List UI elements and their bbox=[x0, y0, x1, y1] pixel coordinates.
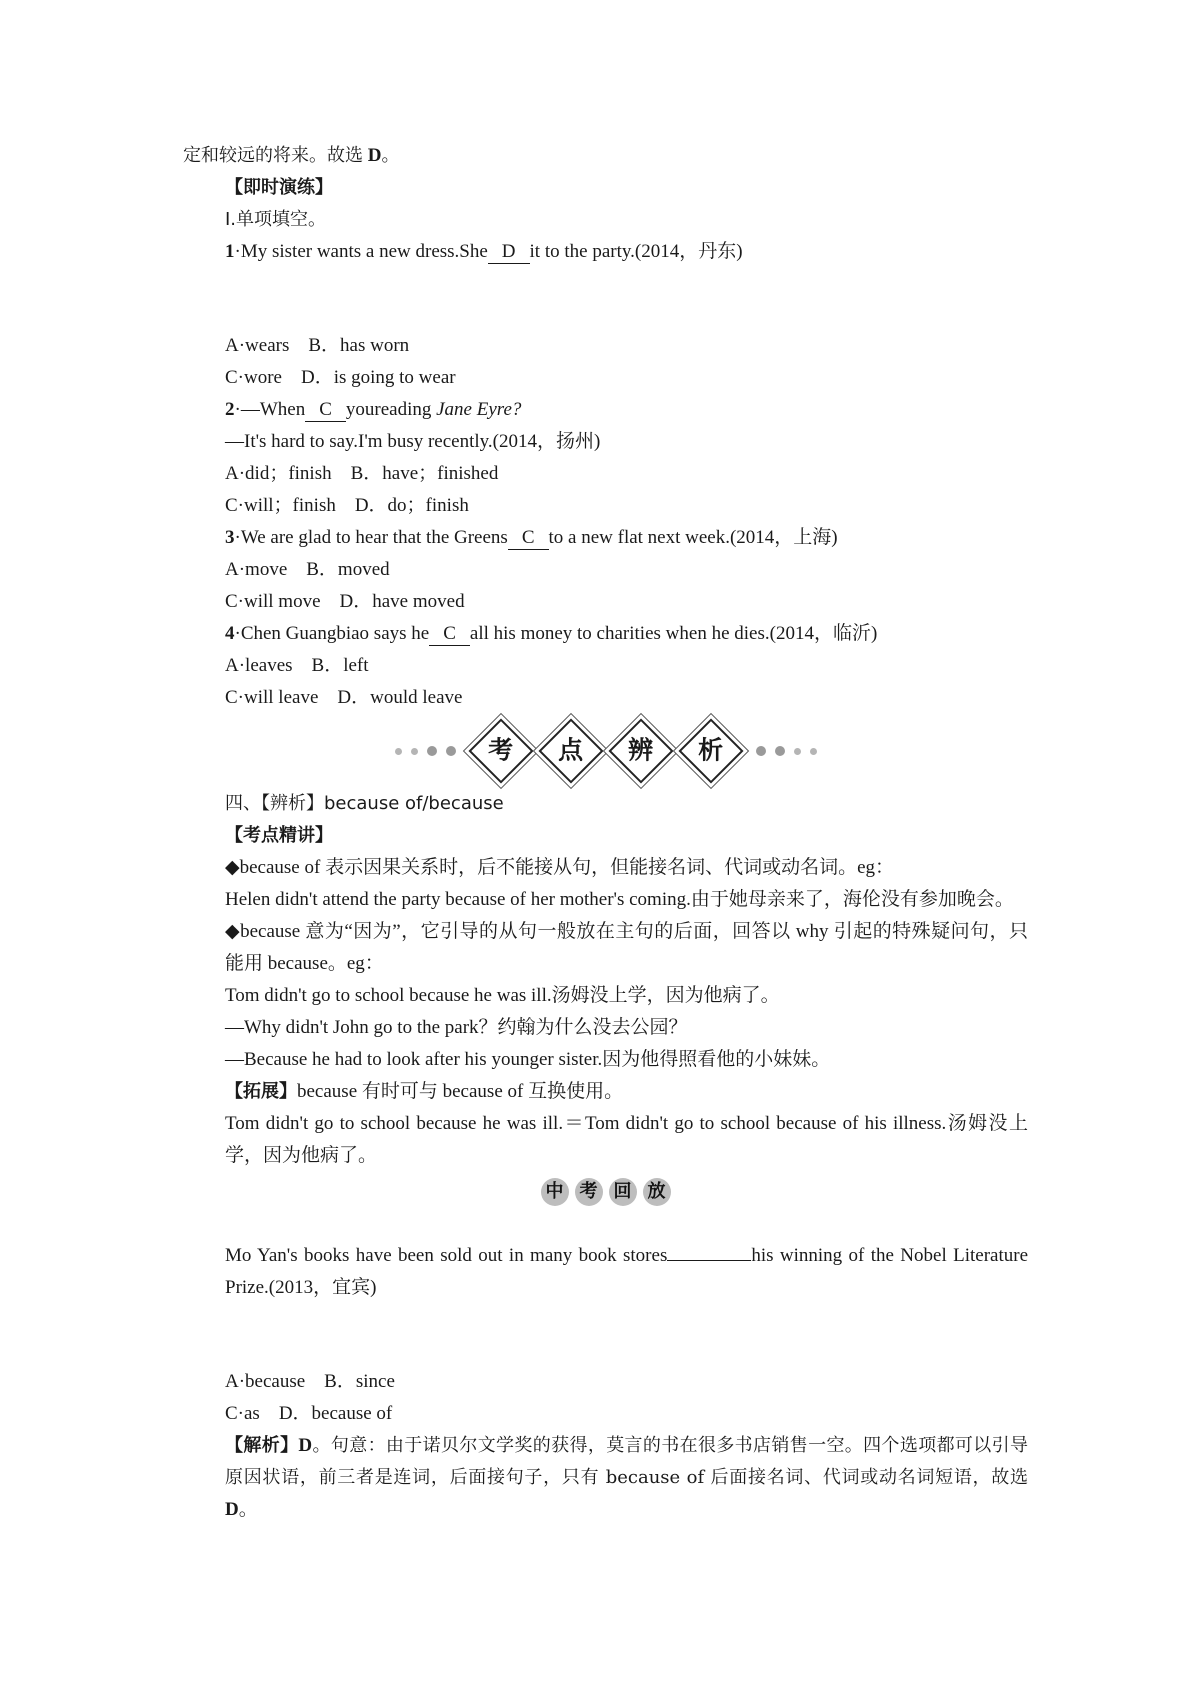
practice-heading: 【即时演练】 bbox=[225, 177, 333, 198]
extension-line: 【拓展】because 有时可与 because of 互换使用。 bbox=[225, 1081, 624, 1102]
banner-diamond: 析 bbox=[678, 718, 743, 783]
analysis-example: —Because he had to look after his younger sister.因为他得照看他的小妹妹。 bbox=[225, 1049, 831, 1070]
answer-blank: C bbox=[305, 399, 346, 422]
review-badge: 中 考 回 放 bbox=[183, 1178, 1028, 1206]
q3-options-ab: A·move B．moved bbox=[225, 559, 390, 580]
q2-options-ab: A·did；finish B．have；finished bbox=[225, 463, 499, 484]
q2-options-cd: C·will；finish D．do；finish bbox=[225, 495, 469, 516]
answer-blank: D bbox=[488, 241, 530, 264]
answer-blank: C bbox=[508, 527, 549, 550]
analysis-example: —Why didn't John go to the park？约翰为什么没去公园？ bbox=[225, 1017, 688, 1038]
question-1: 1·My sister wants a new dress.She D it to the party.(2014，丹东) bbox=[225, 241, 743, 262]
q2-reply: —It's hard to say.I'm busy recently.(2014，扬州) bbox=[225, 431, 601, 452]
q1-options-cd: C·wore D．is going to wear bbox=[225, 367, 456, 388]
q1-options-ab: A·wears B．has worn bbox=[225, 335, 410, 356]
banner-diamond: 辨 bbox=[608, 718, 673, 783]
banner-diamond: 考 bbox=[468, 718, 533, 783]
analysis-point-1: ◆because of 表示因果关系时，后不能接从句，但能接名词、代词或动名词。eg： bbox=[225, 857, 895, 878]
review-options-cd: C·as D．because of bbox=[225, 1403, 393, 1424]
question-3: 3·We are glad to hear that the Greens C to a new flat next week.(2014，上海) bbox=[225, 527, 838, 548]
question-2: 2·—When C youreading Jane Eyre? bbox=[225, 399, 522, 420]
q3-options-cd: C·will move D．have moved bbox=[225, 591, 465, 612]
question-4: 4·Chen Guangbiao says he C all his money to charities when he dies.(2014，临沂) bbox=[225, 623, 878, 644]
review-explanation: 【解析】D。句意：由于诺贝尔文学奖的获得，莫言的书在很多书店销售一空。四个选项都可以引导原因状语，前三者是连词，后面接句子，只有 because of 后面接名词、代词或动名词短语，故选 D。 bbox=[225, 1435, 1028, 1520]
analysis-example: Tom didn't go to school because he was ill.汤姆没上学，因为他病了。 bbox=[225, 985, 780, 1006]
banner-dots-right bbox=[756, 746, 817, 756]
answer-blank: C bbox=[429, 623, 470, 646]
review-options-ab: A·because B．since bbox=[225, 1371, 395, 1392]
analysis-heading: 四、【辨析】because of/because bbox=[225, 793, 504, 814]
continuation-line: 定和较远的将来。故选 D。 bbox=[183, 145, 400, 166]
banner-dots-left bbox=[395, 746, 456, 756]
analysis-subheading: 【考点精讲】 bbox=[225, 825, 333, 846]
extension-example: Tom didn't go to school because he was ill.＝Tom didn't go to school because of his illness.汤姆没上学，因为他病了。 bbox=[225, 1113, 1028, 1166]
q4-options-ab: A·leaves B．left bbox=[225, 655, 369, 676]
analysis-point-2: ◆because 意为“因为”，它引导的从句一般放在主句的后面，回答以 why 引起的特殊疑问句，只能用 because。eg： bbox=[225, 921, 1028, 974]
banner-diamond: 点 bbox=[538, 718, 603, 783]
q4-options-cd: C·will leave D．would leave bbox=[225, 687, 463, 708]
section-title: Ⅰ.单项填空。 bbox=[225, 209, 327, 230]
analysis-example-1: Helen didn't attend the party because of her mother's coming.由于她母亲来了，海伦没有参加晚会。 bbox=[225, 889, 1014, 910]
section-banner bbox=[183, 716, 1028, 786]
review-question: Mo Yan's books have been sold out in many book stores his winning of the Nobel Literature Prize.(2013，宜宾) bbox=[183, 1240, 1028, 1304]
document-page bbox=[183, 140, 1028, 1526]
answer-blank bbox=[667, 1240, 751, 1261]
